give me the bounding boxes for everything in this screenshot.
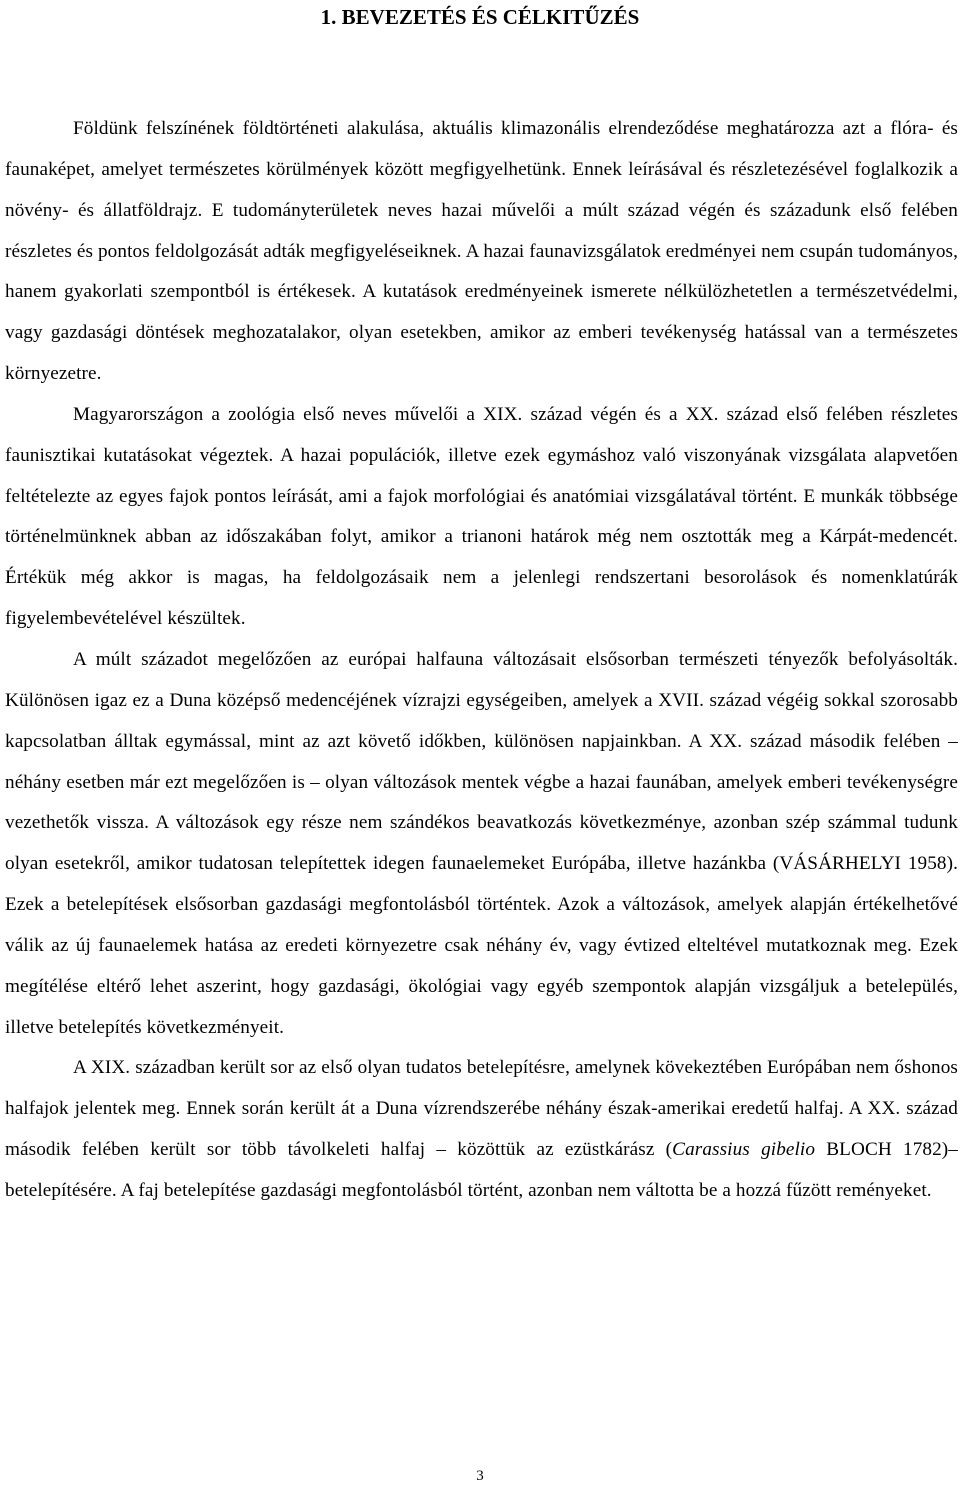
body-text	[5, 109, 958, 1212]
chapter-heading: 1. BEVEZETÉS ÉS CÉLKITŰZÉS	[320, 5, 640, 29]
species-name-italic: Carassius gibelio	[672, 1139, 816, 1161]
paragraph-1: Földünk felszínének földtörténeti alakulása, aktuális klimazonális elrendeződése meghatározza azt a flóra- és faunaképet, amelyet természetes körülmények között megfigyelhetünk. Ennek leírásával és részletezésével foglalkozik a növény- és állatföldrajz. E tudományterületek neves hazai művelői a múlt század végén és századunk első felében részletes és pontos feldolgozását adták megfigyeléseiknek. A hazai faunavizsgálatok eredményei nem csupán tudományos, hanem gyakorlati szempontból is értékesek. A kutatások eredményeinek ismerete nélkülözhetetlen a természetvédelmi, vagy gazdasági döntések meghozatalakor, olyan esetekben, amikor az emberi tevékenység hatással van a természetes környezetre.	[5, 118, 958, 385]
page-number: 3	[476, 1468, 484, 1484]
paragraph-4-text-before: A XIX. században került sor az első olyan tudatos betelepítésre, amelynek kövekeztében Európában nem őshonos halfajok jelentek meg. Ennek során került át a Duna vízrendszerébe néhány észak-amerikai eredetű halfaj. A XX. század második felében került sor több távolkeleti halfaj – közöttük az ezüstkárász (	[5, 1057, 958, 1161]
paragraph-3: A múlt századot megelőzően az európai halfauna változásait elsősorban természeti tényezők befolyásolták. Különösen igaz ez a Duna középső medencéjének vízrajzi egységeiben, amelyek a XVII. század végéig sokkal szorosabb kapcsolatban álltak egymással, mint az azt követő időkben, különösen napjainkban. A XX. század második felében – néhány esetben már ezt megelőzően is – olyan változások mentek végbe a hazai faunában, amelyek emberi tevékenységre vezethetők vissza. A változások egy része nem szándékos beavatkozás következménye, azonban szép számmal tudunk olyan esetekről, amikor tudatosan telepítettek idegen faunaelemeket Európába, illetve hazánkba (VÁSÁRHELYI 1958). Ezek a betelepítések elsősorban gazdasági megfontolásból történtek. Azok a változások, amelyek alapján értékelhetővé válik az új faunaelemek hatása az eredeti környezetre csak néhány év, vagy évtized elteltével mutatkoznak meg. Ezek megítélése eltérő lehet aszerint, hogy gazdasági, ökológiai vagy egyéb szempontok alapján vizsgáljuk a betelepülés, illetve betelepítés következményeit.	[5, 648, 958, 1038]
paragraph-4-text-after: BLOCH 1782)– betelepítésére. A faj betelepítése gazdasági megfontolásból történt, azonban nem váltotta be a hozzá fűzött reményeket.	[5, 1139, 958, 1201]
paragraph-4	[5, 1048, 958, 1211]
paragraph-2: Magyarországon a zoológia első neves művelői a XIX. század végén és a XX. század első felében részletes faunisztikai kutatásokat végeztek. A hazai populációk, illetve ezek egymáshoz való viszonyának vizsgálata alapvetően feltételezte az egyes fajok pontos leírását, ami a fajok morfológiai és anatómiai vizsgálatával történt. E munkák többsége történelmünknek abban az időszakában folyt, amikor a trianoni határok még nem osztották meg a Kárpát-medencét. Értékük még akkor is magas, ha feldolgozásaik nem a jelenlegi rendszertani besorolások és nomenklatúrák figyelembevételével készültek.	[5, 403, 958, 630]
